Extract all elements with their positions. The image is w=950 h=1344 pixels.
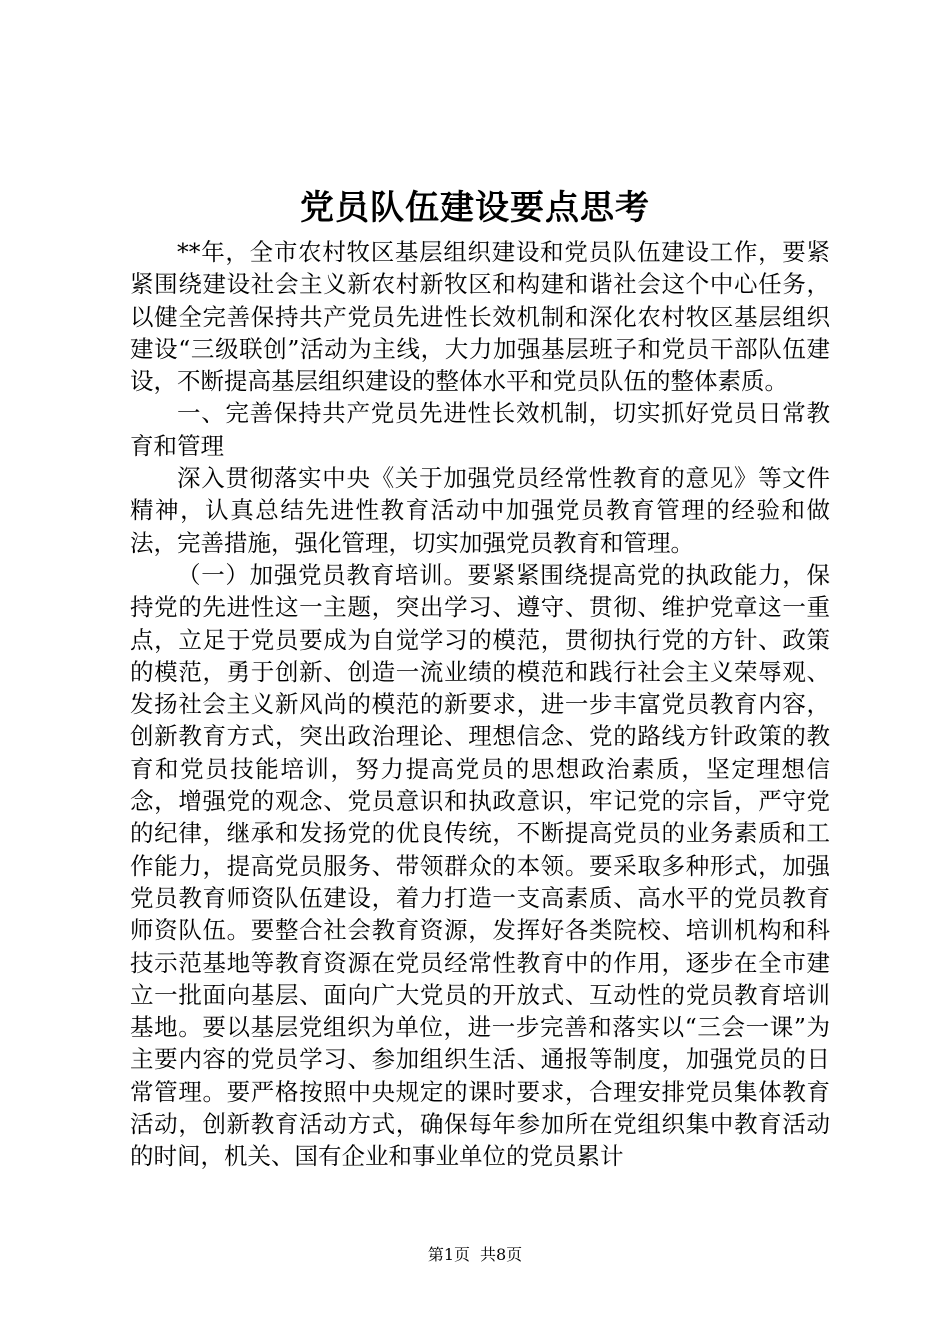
paragraph-subsection-1: （一）加强党员教育培训。要紧紧围绕提高党的执政能力，保持党的先进性这一主题，突出学习、遵守、贯彻、维护党章这一重点，立足于党员要成为自觉学习的模范，贯彻执行党的方针、政策的模范，勇于创新、创造一流业绩的模范和践行社会主义荣辱观、发扬社会主义新风尚的模范的新要求，进一步丰富党员教育内容，创新教育方式，突出政治理论、理想信念、党的路线方针政策的教育和党员技能培训，努力提高党员的思想政治素质，坚定理想信念，增强党的观念、党员意识和执政意识，牢记党的宗旨，严守党的纪律，继承和发扬党的优良传统，不断提高党员的业务素质和工作能力，提高党员服务、带领群众的本领。要采取多种形式，加强党员教育师资队伍建设，着力打造一支高素质、高水平的党员教育师资队伍。要整合社会教育资源，发挥好各类院校、培训机构和科技示范基地等教育资源在党员经常性教育中的作用，逐步在全市建立一批面向基层、面向广大党员的开放式、互动性的党员教育培训基地。要以基层党组织为单位，进一步完善和落实以“三会一课”为主要内容的党员学习、参加组织生活、通报等制度，加强党员的日常管理。要严格按照中央规定的课时要求，合理安排党员集体教育活动，创新教育活动方式，确保每年参加所在党组织集中教育活动的时间，机关、国有企业和事业单位的党员累计 [130, 560, 830, 1171]
section-heading-1: 一、完善保持共产党员先进性长效机制，切实抓好党员日常教育和管理 [130, 399, 830, 460]
page-total: 共8页 [480, 1245, 523, 1264]
paragraph-intro: **年，全市农村牧区基层组织建设和党员队伍建设工作，要紧紧围绕建设社会主义新农村新牧区和构建和谐社会这个中心任务，以健全完善保持共产党员先进性长效机制和深化农村牧区基层组织建设“三级联创”活动为主线，大力加强基层班子和党员干部队伍建设，不断提高基层组织建设的整体水平和党员队伍的整体素质。 [130, 238, 830, 396]
document-body [130, 236, 830, 1173]
page-number: 第1页 [427, 1245, 470, 1264]
paragraph-section-1-intro: 深入贯彻落实中央《关于加强党员经常性教育的意见》等文件精神，认真总结先进性教育活动中加强党员教育管理的经验和做法，完善措施，强化管理，切实加强党员教育和管理。 [130, 464, 830, 557]
page-footer [0, 1243, 950, 1267]
document-title: 党员队伍建设要点思考 [300, 188, 650, 228]
